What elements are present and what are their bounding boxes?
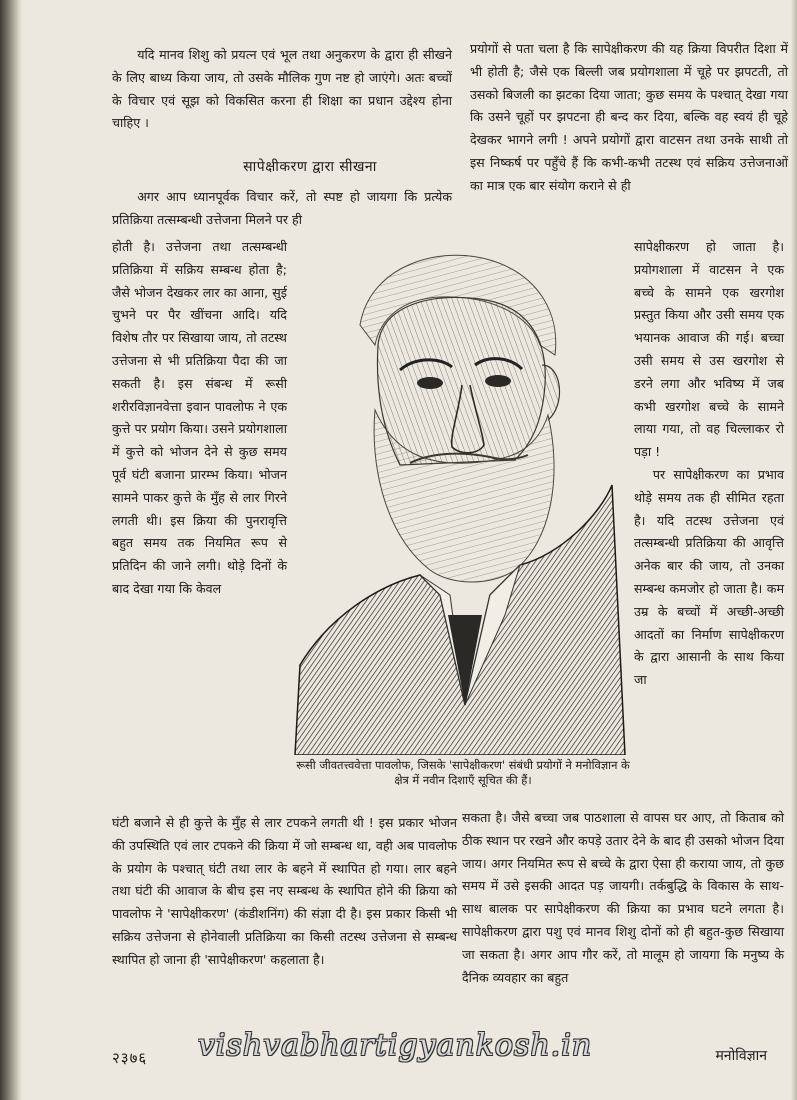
bottom-right-text: सकता है। जैसे बच्चा जब पाठशाला से वापस घर आए, तो किताब को ठीक स्थान पर रखने और कपड़े उतार देने के बाद ही उसको भोजन दिया जाय। अगर नियमित रूप से बच्चे के द्वारा ऐसा ही कराया जाय, तो कुछ समय में उसे इसकी आदत पड़ जायगी। तर्कबुद्धि के विकास के साथ-साथ बालक पर सापेक्षीकरण की क्रिया का प्रभाव घटने लगता है। सापेक्षीकरण द्वारा पशु एवं मानव शिशु दोनों को ही बहुत-कुछ सिखाया जा सकता है। अगर आप गौर करें, तो मालूम हो जायगा कि मनुष्य के दैनिक व्यवहार का बहुत [462,810,784,985]
section-intro [112,186,452,232]
running-head: मनोविज्ञान [715,1048,767,1064]
figure-caption: रूसी जीवतत्त्ववेत्ता पावलोफ, जिसके 'सापेक्षीकरण' संबंधी प्रयोगों ने मनोविज्ञान के क्षेत्र में नवीन दिशाएँ सूचित की हैं। [296,758,630,787]
right-top-text: प्रयोगों से पता चला है कि सापेक्षीकरण की यह क्रिया विपरीत दिशा में भी होती है; जैसे एक बिल्ली जब प्रयोगशाला में चूहे पर झपटती, तो उसको बिजली का झटका दिया जाता; कुछ समय के पश्चात् देखा गया कि उसने चूहों पर झपटना ही बन्द कर दिया, बल्कि वह स्वयं ही चूहे देखकर भागने लगी ! अपने प्रयोगों द्वारा वाटसन तथा उनके साथी तो इस निष्कर्ष पर पहुँचे हैं कि कभी-कभी तटस्थ एवं सक्रिय उत्तेजनाओं का मात्र एक बार संयोग कराने से ही [470,41,788,193]
right-top-paragraph [470,38,788,198]
bottom-right-column [462,807,784,989]
right-narrow-column [634,236,784,692]
right-narrow-text-1: सापेक्षीकरण हो जाता है। प्रयोगशाला में वाटसन ने एक बच्चे के सामने एक खरगोश प्रस्तुत किया और उसी समय एक भयानक आवाज की गई। बच्चा उसी समय से उस खरगोश से डरने लगा और भविष्य में जब कभी खरगोश बच्चे के सामने लाया गया, तो वह चिल्लाकर रो पड़ा ! [634,239,784,460]
paragraph-text: यदि मानव शिशु को प्रयत्न एवं भूल तथा अनुकरण के द्वारा ही सीखने के लिए बाध्य किया जाय, तो उसके मौलिक गुण नष्ट हो जाएंगे। अतः बच्चों के विचार एवं सूझ को विकसित करना ही शिक्षा का प्रधान उद्देश्य होना चाहिए । [112,47,452,131]
pavlov-portrait [290,235,630,755]
bottom-left-text: घंटी बजाने से ही कुत्ते के मुँह से लार टपकने लगती थी ! इस प्रकार भोजन की उपस्थिति एवं लार टपकने की क्रिया में जो सम्बन्ध था, वही अब पावलोफ के प्रयोग के पश्चात् घंटी तथा लार के बहने में स्थापित हो गया। लार बहने तथा घंटी की आवाज के बीच इस नए सम्बन्ध के स्थापित होने की क्रिया को पावलोफ ने 'सापेक्षीकरण' (कंडीशनिंग) की संज्ञा दी है। इस प्रकार किसी भी सक्रिय उत्तेजना से होनेवाली प्रतिक्रिया का किसी तटस्थ उत्तेजना से सम्बन्ध स्थापित हो जाना ही 'सापेक्षीकरण' कहलाता है। [112,815,457,967]
page-edge [791,0,797,1100]
left-top-paragraph [112,44,452,135]
section-heading: सापेक्षीकरण द्वारा सीखना [243,159,377,175]
right-narrow-text-2: पर सापेक्षीकरण का प्रभाव थोड़े समय तक ही सीमित रहता है। यदि तटस्थ उत्तेजना एवं तत्सम्बन्धी प्रतिक्रिया की आवृत्ति अनेक बार की जाय, तो उनका सम्बन्ध कमजोर हो जाता है। कम उम्र के बच्चों में अच्छी-अच्छी आदतों का निर्माण सापेक्षीकरण के द्वारा आसानी के साथ किया जा [634,466,784,688]
left-narrow-text: होती है। उत्तेजना तथा तत्सम्बन्धी प्रतिक्रिया में सक्रिय सम्बन्ध होता है; जैसे भोजन देखकर लार का आना, सुई चुभने पर पैर खींचना आदि। यदि विशेष तौर पर सिखाया जाय, तो तटस्थ उत्तेजना से भी प्रतिक्रिया पैदा की जा सकती है। इस संबन्ध में रूसी शरीरविज्ञानवेत्ता इवान पावलोफ ने एक कुत्ते पर प्रयोग किया। उसने प्रयोगशाला में कुत्ते को भोजन देने से कुछ समय पूर्व घंटी बजाना प्रारम्भ किया। भोजन सामने पाकर कुत्ते के मुँह से लार गिरने लगती थी। इस क्रिया की पुनरावृत्ति बहुत समय तक नियमित रूप से प्रतिदिन की जाने लगी। थोड़े दिनों के बाद देखा गया कि केवल [112,239,287,596]
watermark-text: vishvabhartigyankosh.in [197,1028,593,1063]
bottom-left-column [112,812,457,972]
book-spine-shadow [0,0,22,1100]
page-number: २३७६ [112,1049,148,1067]
left-narrow-column [112,236,287,601]
intro-text: अगर आप ध्यानपूर्वक विचार करें, तो स्पष्ट हो जायगा कि प्रत्येक प्रतिक्रिया तत्सम्बन्धी उत्तेजना मिलने पर ही [112,189,452,227]
